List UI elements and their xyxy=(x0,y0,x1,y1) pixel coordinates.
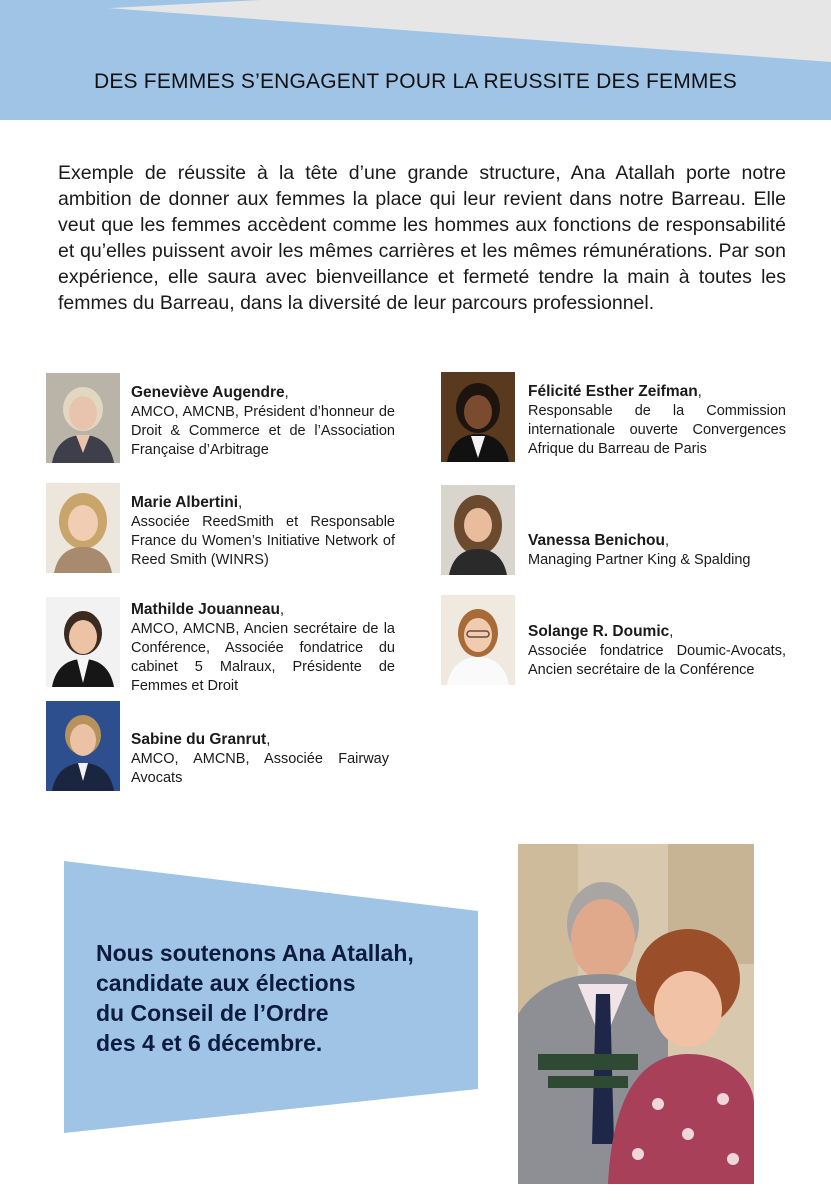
person-bio: Mathilde Jouanneau, AMCO, AMCNB, Ancien secrétaire de la Conférence, Associée fondatrice du cabinet 5 Malraux, Présidente de Femmes et Droit xyxy=(131,601,395,694)
header-background xyxy=(0,0,831,120)
person-name: Geneviève Augendre xyxy=(131,384,285,401)
support-callout xyxy=(96,938,476,1058)
portrait-photo xyxy=(441,372,515,462)
callout-line: Nous soutenons Ana Atallah, xyxy=(96,940,414,966)
person-bio: Vanessa Benichou, Managing Partner King & Spalding xyxy=(528,531,786,570)
person-bio: Solange R. Doumic, Associée fondatrice Doumic-Avocats, Ancien secrétaire de la Conférence xyxy=(528,623,786,678)
person-bio: Geneviève Augendre, AMCO, AMCNB, Président d’honneur de Droit & Commerce et de l’Association Française d’Arbitrage xyxy=(131,384,395,458)
person-description: Associée ReedSmith et Responsable France du Women’s Initiative Network of Reed Smith (WINRS) xyxy=(131,514,395,568)
person-description: Managing Partner King & Spalding xyxy=(528,552,751,568)
intro-paragraph: Exemple de réussite à la tête d’une grande structure, Ana Atallah porte notre ambition de donner aux femmes la place qui leur revient dans notre Barreau. Elle veut que les femmes accèdent comme les hommes aux fonctions de responsabilité et qu’elles puissent avoir les mêmes carrières et les mêmes rémunérations. Par son expérience, elle saura avec bienveillance et fermeté tendre la main à toutes les femmes du Barreau, dans la diversité de leur parcours professionnel. xyxy=(58,162,786,314)
person-description: AMCO, AMCNB, Ancien secrétaire de la Conférence, Associée fondatrice du cabinet 5 Malraux, Présidente de Femmes et Droit xyxy=(131,621,395,694)
portrait-photo xyxy=(46,483,120,573)
callout-line: des 4 et 6 décembre. xyxy=(96,1030,323,1056)
person-name: Félicité Esther Zeifman xyxy=(528,383,698,400)
candidates-photo xyxy=(518,844,754,1184)
person-description: Responsable de la Commission internationale ouverte Convergences Afrique du Barreau de Paris xyxy=(528,403,786,457)
page-title: DES FEMMES S’ENGAGENT POUR LA REUSSITE DES FEMMES xyxy=(93,70,738,93)
person-name: Solange R. Doumic xyxy=(528,623,670,640)
portrait-photo xyxy=(46,701,120,791)
person-name: Marie Albertini xyxy=(131,494,239,511)
person-description: AMCO, AMCNB, Président d’honneur de Droit & Commerce et de l’Association Française d’Arbitrage xyxy=(131,404,395,458)
callout-line: du Conseil de l’Ordre xyxy=(96,1000,329,1026)
portrait-photo xyxy=(441,595,515,685)
portrait-photo xyxy=(46,597,120,687)
person-description: Associée fondatrice Doumic-Avocats, Ancien secrétaire de la Conférence xyxy=(528,643,786,678)
person-name: Mathilde Jouanneau xyxy=(131,601,280,618)
header-band xyxy=(0,0,831,120)
person-description: AMCO, AMCNB, Associée Fairway Avocats xyxy=(131,751,389,786)
person-bio: Marie Albertini, Associée ReedSmith et Responsable France du Women’s Initiative Network of Reed Smith (WINRS) xyxy=(131,494,395,568)
callout-line: candidate aux élections xyxy=(96,970,356,996)
person-name: Sabine du Granrut xyxy=(131,731,267,748)
person-name: Vanessa Benichou xyxy=(528,532,665,549)
person-bio: Félicité Esther Zeifman, Responsable de la Commission internationale ouverte Convergences Afrique du Barreau de Paris xyxy=(528,383,786,457)
portrait-photo xyxy=(441,485,515,575)
portrait-photo xyxy=(46,373,120,463)
person-bio: Sabine du Granrut, AMCO, AMCNB, Associée Fairway Avocats xyxy=(131,731,389,786)
